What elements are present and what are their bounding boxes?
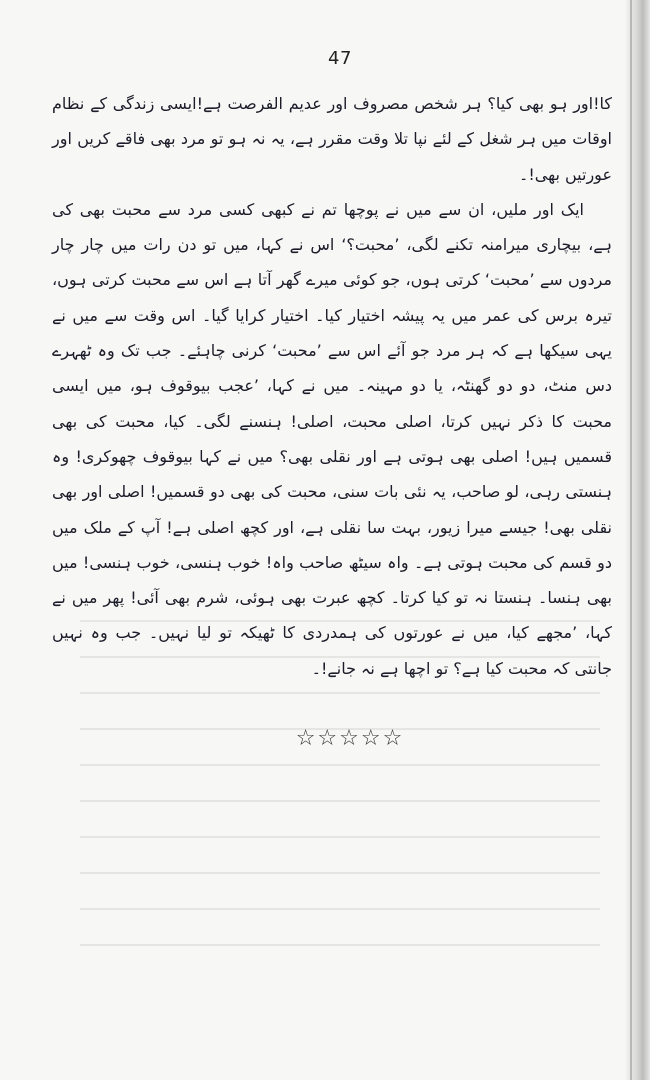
page-number: 47 bbox=[328, 48, 352, 69]
paragraph-2: ایک اور ملیں، ان سے میں نے پوچھا تم نے کبھی کسی مرد سے محبت بھی کی ہے، بیچاری میرامنہ تکنے لگی، ’محبت؟‘ اس نے کہا، میں تو دن رات میں چار چار مردوں سے ’محبت‘ کرتی ہوں، جو کوئی میرے گھر آتا ہے اس سے محبت کرتی ہوں، تیرہ برس کی عمر میں یہ پیشہ اختیار کیا۔ اختیار کرایا گیا۔ اس وقت سے میں نے یہی سیکھا ہے کہ ہر مرد جو آئے اس سے ’محبت‘ کرنی چاہئے۔ جب تک وہ ٹھہرے دس منٹ، دو دو گھنٹہ، یا دو مہینہ۔ میں نے کہا، ’عجب بیوقوف ہو، میں ایسی محبت کا ذکر نہیں کرتا، اصلی محبت، اصلی! ہنسنے لگی۔ کیا، محبت کی بھی قسمیں ہیں! اصلی بھی ہوتی ہے اور نقلی بھی؟ میں نے کہا بیوقوف چھوکری! وہ ہنستی رہی، لو صاحب، یہ نئی بات سنی، محبت کی بھی دو قسمیں! اصلی اور بھی نقلی بھی! جیسے میرا زیور، بہت سا نقلی ہے، اور کچھ اصلی ہے! آپ کے ملک میں دو قسم کی محبت ہوتی ہے۔ واہ سیٹھ صاحب واہ! خوب ہنسی، خوب ہنسی! میں بھی ہنسا۔ ہنستا نہ تو کیا کرتا۔ کچھ عبرت بھی ہوئی، شرم بھی آئی! پھر میں نے کہا، ’مجھے کیا، میں نے عورتوں کی ہمدردی کا ٹھیکہ تو لیا نہیں۔ جب وہ نہیں جانتی کہ محبت کیا ہے؟ تو اچھا ہے نہ جانے!۔ bbox=[52, 199, 612, 678]
section-separator-stars: ☆☆☆☆☆ bbox=[295, 726, 405, 751]
paragraph-1: کا!اور ہو بھی کیا؟ ہر شخص مصروف اور عدیم الفرصت ہے!ایسی زندگی کے نظام اوقات میں ہر شغل کے لئے نپا تلا وقت مقرر ہے، یہ نہ ہو تو مرد بھی فاقے کریں اور عورتیں بھی!۔ bbox=[52, 94, 612, 184]
binding-line bbox=[630, 0, 632, 1080]
body-text bbox=[52, 86, 612, 686]
